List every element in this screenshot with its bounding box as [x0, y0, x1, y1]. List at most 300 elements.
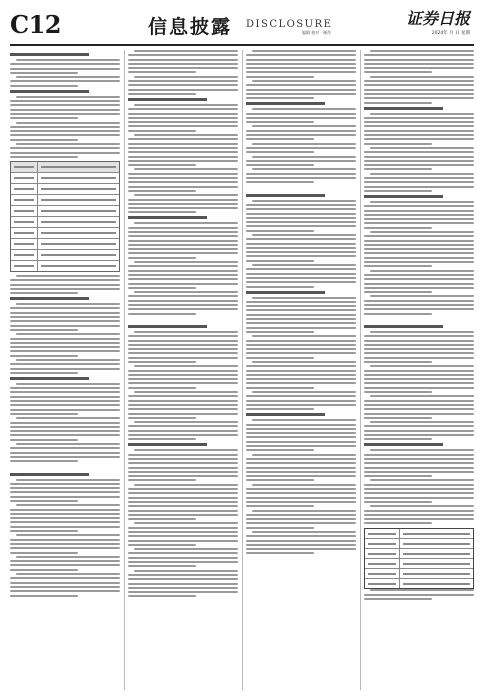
text-line	[10, 391, 120, 393]
text-line	[10, 292, 78, 294]
text-line	[128, 304, 238, 306]
text-line	[364, 121, 474, 123]
text-line	[128, 265, 238, 267]
text-line	[364, 151, 474, 153]
text-line	[128, 413, 238, 415]
text-line	[128, 561, 238, 563]
text-line	[364, 370, 474, 372]
table-row	[365, 529, 473, 539]
text-line	[128, 300, 238, 302]
text-line	[246, 147, 356, 149]
text-line	[128, 492, 238, 494]
text-line	[10, 409, 120, 411]
text-line	[246, 277, 356, 279]
text-line	[364, 177, 474, 179]
text-line	[10, 456, 120, 458]
text-line	[364, 265, 432, 267]
text-line	[10, 560, 120, 562]
text-line	[128, 117, 238, 119]
text-line	[10, 130, 120, 132]
text-line	[246, 84, 356, 86]
text-line	[252, 335, 356, 337]
text-line	[128, 510, 238, 512]
text-line	[128, 574, 238, 576]
text-line	[10, 491, 120, 493]
text-line	[246, 357, 314, 359]
text-line	[246, 305, 356, 307]
text-line	[370, 76, 474, 78]
text-line	[128, 156, 238, 158]
text-line	[364, 67, 474, 69]
text-line	[364, 261, 474, 263]
text-line	[16, 383, 120, 385]
text-line	[128, 151, 238, 153]
text-line	[128, 244, 238, 246]
text-line	[128, 565, 196, 567]
text-line	[364, 130, 474, 132]
text-line	[128, 352, 238, 354]
text-line	[16, 76, 120, 78]
text-line	[128, 207, 238, 209]
section-heading	[10, 53, 89, 56]
text-column-2	[128, 50, 238, 690]
text-line	[128, 54, 238, 56]
text-line	[128, 270, 238, 272]
text-line	[370, 147, 474, 149]
text-line	[16, 59, 120, 61]
text-line	[370, 201, 474, 203]
text-line	[370, 113, 474, 115]
text-line	[10, 307, 120, 309]
text-line	[128, 425, 238, 427]
text-line	[370, 365, 474, 367]
table-row	[365, 549, 473, 559]
text-line	[10, 63, 120, 65]
text-line	[128, 505, 238, 507]
text-line	[10, 552, 78, 554]
text-line	[246, 134, 356, 136]
text-line	[364, 214, 474, 216]
text-line	[364, 471, 474, 473]
text-line	[10, 577, 120, 579]
text-line	[252, 168, 356, 170]
text-line	[246, 340, 356, 342]
text-line	[364, 125, 474, 127]
text-line	[246, 387, 314, 389]
text-line	[370, 479, 474, 481]
text-line	[364, 222, 474, 224]
text-line	[246, 475, 356, 477]
text-line	[252, 143, 356, 145]
text-line	[128, 63, 238, 65]
text-line	[10, 109, 120, 111]
text-line	[128, 125, 238, 127]
text-line	[246, 441, 356, 443]
text-line	[364, 291, 432, 293]
text-line	[364, 304, 474, 306]
text-line	[10, 350, 120, 352]
text-line	[16, 122, 120, 124]
text-line	[252, 125, 356, 127]
text-line	[128, 357, 238, 359]
text-line	[364, 227, 432, 229]
text-line	[128, 235, 238, 237]
text-line	[364, 387, 474, 389]
text-line	[246, 63, 356, 65]
text-line	[364, 54, 474, 56]
text-line	[246, 428, 356, 430]
text-line	[128, 164, 196, 166]
text-line	[134, 50, 238, 52]
text-line	[10, 396, 120, 398]
text-line	[246, 540, 356, 542]
text-line	[128, 283, 238, 285]
text-line	[128, 211, 196, 213]
text-line	[128, 434, 238, 436]
text-line	[128, 544, 196, 546]
text-line	[246, 301, 356, 303]
section-title: 信息披露	[148, 16, 233, 38]
text-line	[364, 374, 474, 376]
text-line	[364, 518, 474, 520]
text-line	[246, 497, 356, 499]
text-line	[128, 501, 238, 503]
text-line	[10, 521, 120, 523]
text-line	[246, 370, 356, 372]
text-line	[128, 552, 238, 554]
table-row	[11, 239, 119, 250]
text-line	[246, 76, 314, 78]
text-line	[128, 190, 196, 192]
text-line	[370, 589, 474, 591]
text-line	[246, 522, 356, 524]
text-line	[364, 522, 432, 524]
section-heading	[128, 325, 207, 328]
text-line	[364, 417, 432, 419]
text-line	[134, 222, 238, 224]
text-line	[246, 255, 356, 257]
text-line	[10, 595, 78, 597]
text-line	[246, 164, 314, 166]
text-line	[10, 355, 78, 357]
text-line	[128, 84, 238, 86]
text-line	[128, 395, 238, 397]
text-line	[10, 368, 120, 370]
text-line	[246, 514, 356, 516]
text-line	[364, 138, 474, 140]
text-line	[128, 227, 238, 229]
text-line	[10, 517, 120, 519]
text-line	[10, 316, 120, 318]
newspaper-logo: 证券日报	[405, 9, 470, 28]
text-line	[364, 168, 432, 170]
section-heading	[364, 195, 443, 198]
text-line	[128, 287, 196, 289]
text-line	[128, 382, 238, 384]
text-line	[128, 467, 238, 469]
text-line	[364, 235, 474, 237]
text-line	[246, 251, 356, 253]
text-line	[128, 344, 238, 346]
text-line	[246, 97, 314, 99]
section-heading	[128, 98, 207, 101]
text-line	[246, 331, 314, 333]
text-line	[10, 72, 78, 74]
text-line	[128, 462, 238, 464]
text-line	[246, 71, 356, 73]
company-info-box	[364, 528, 474, 589]
header-rule	[10, 44, 474, 46]
text-line	[246, 449, 314, 451]
text-line	[364, 186, 474, 188]
section-heading	[364, 443, 443, 446]
section-heading	[128, 443, 207, 446]
text-line	[364, 434, 474, 436]
section-heading	[128, 216, 207, 219]
text-line	[10, 496, 120, 498]
text-line	[364, 59, 474, 61]
section-heading	[246, 413, 325, 416]
text-line	[246, 247, 356, 249]
text-line	[370, 50, 474, 52]
text-line	[10, 139, 78, 141]
text-line	[10, 400, 120, 402]
text-line	[128, 497, 238, 499]
text-line	[246, 230, 314, 232]
text-line	[10, 325, 120, 327]
table-row	[11, 217, 119, 228]
table-row	[11, 162, 119, 173]
text-line	[128, 595, 196, 597]
text-line	[134, 365, 238, 367]
text-line	[364, 283, 474, 285]
text-line	[246, 462, 356, 464]
text-line	[364, 340, 474, 342]
text-line	[16, 534, 120, 536]
text-line	[16, 143, 120, 145]
text-column-4	[364, 50, 474, 690]
text-line	[128, 308, 238, 310]
text-line	[16, 573, 120, 575]
text-line	[246, 400, 356, 402]
table-row	[11, 250, 119, 261]
text-line	[10, 387, 120, 389]
text-line	[10, 113, 120, 115]
text-line	[134, 484, 238, 486]
issue-date: 2024年 月 日 星期	[431, 31, 470, 36]
text-line	[128, 479, 196, 481]
text-line	[252, 156, 356, 158]
text-line	[128, 374, 238, 376]
text-line	[16, 359, 120, 361]
text-line	[364, 462, 474, 464]
text-line	[10, 288, 120, 290]
table-row	[11, 195, 119, 206]
text-line	[246, 395, 356, 397]
text-line	[364, 348, 474, 350]
text-line	[10, 104, 120, 106]
text-line	[128, 177, 238, 179]
text-line	[128, 438, 196, 440]
text-line	[10, 342, 120, 344]
text-line	[364, 181, 474, 183]
announcement-body	[10, 50, 474, 690]
text-line	[364, 80, 474, 82]
text-line	[364, 164, 474, 166]
text-line	[128, 257, 196, 259]
text-line	[246, 243, 356, 245]
text-line	[128, 130, 196, 132]
section-heading	[10, 377, 89, 380]
text-line	[364, 205, 474, 207]
text-line	[246, 208, 356, 210]
text-line	[10, 100, 120, 102]
text-line	[364, 598, 432, 600]
text-line	[10, 422, 120, 424]
text-line	[134, 522, 238, 524]
text-line	[364, 458, 474, 460]
text-line	[128, 80, 238, 82]
text-line	[128, 535, 238, 537]
text-line	[364, 89, 474, 91]
text-line	[10, 543, 120, 545]
text-line	[10, 329, 78, 331]
text-line	[252, 108, 356, 110]
section-heading	[364, 325, 443, 328]
text-line	[364, 404, 474, 406]
text-line	[364, 117, 474, 119]
text-line	[246, 535, 356, 537]
text-line	[10, 547, 120, 549]
text-line	[364, 391, 432, 393]
text-line	[246, 318, 356, 320]
text-line	[10, 312, 120, 314]
text-line	[364, 300, 474, 302]
text-line	[128, 240, 238, 242]
page-header	[0, 0, 484, 48]
text-line	[128, 587, 238, 589]
table-row	[365, 559, 473, 569]
text-line	[364, 344, 474, 346]
text-line	[364, 252, 474, 254]
text-line	[10, 487, 120, 489]
column-divider	[242, 50, 243, 690]
text-line	[134, 421, 238, 423]
text-line	[10, 513, 120, 515]
text-line	[10, 452, 120, 454]
text-line	[364, 510, 474, 512]
text-line	[246, 365, 356, 367]
text-line	[364, 430, 474, 432]
text-line	[10, 152, 120, 154]
text-line	[128, 591, 238, 593]
page-number: C12	[10, 10, 61, 39]
text-line	[246, 113, 356, 115]
text-line	[10, 338, 120, 340]
text-line	[10, 590, 120, 592]
text-line	[252, 200, 356, 202]
text-line	[364, 156, 474, 158]
text-line	[10, 85, 78, 87]
section-heading	[246, 194, 325, 197]
text-line	[10, 404, 120, 406]
section-heading	[10, 90, 89, 93]
text-line	[128, 313, 196, 315]
text-line	[364, 413, 474, 415]
text-line	[364, 475, 432, 477]
text-line	[246, 436, 356, 438]
text-line	[10, 284, 120, 286]
text-line	[10, 430, 120, 432]
text-line	[252, 419, 356, 421]
text-line	[364, 361, 432, 363]
text-line	[134, 76, 238, 78]
text-line	[246, 374, 356, 376]
text-line	[246, 238, 356, 240]
text-line	[364, 160, 474, 162]
text-line	[128, 203, 238, 205]
text-line	[128, 387, 196, 389]
text-line	[246, 488, 356, 490]
text-line	[246, 548, 356, 550]
text-line	[128, 514, 238, 516]
text-line	[134, 194, 238, 196]
text-line	[364, 240, 474, 242]
text-line	[246, 281, 356, 283]
text-line	[128, 488, 238, 490]
text-line	[128, 89, 238, 91]
text-line	[246, 286, 314, 288]
text-line	[10, 483, 120, 485]
text-line	[246, 151, 314, 153]
text-line	[246, 67, 356, 69]
text-line	[364, 454, 474, 456]
text-line	[252, 510, 356, 512]
text-line	[364, 134, 474, 136]
text-line	[364, 257, 474, 259]
text-line	[128, 531, 238, 533]
text-line	[128, 518, 196, 520]
text-line	[134, 168, 238, 170]
text-line	[370, 173, 474, 175]
text-column-3	[246, 50, 356, 690]
text-line	[252, 531, 356, 533]
text-line	[10, 564, 120, 566]
text-line	[10, 447, 120, 449]
text-line	[128, 147, 238, 149]
text-line	[370, 295, 474, 297]
text-line	[128, 121, 238, 123]
section-heading	[246, 291, 325, 294]
text-line	[252, 264, 356, 266]
text-line	[10, 569, 78, 571]
text-line	[364, 102, 432, 104]
text-line	[10, 320, 120, 322]
table-row	[11, 184, 119, 195]
table-row	[365, 539, 473, 549]
text-line	[364, 97, 474, 99]
text-line	[364, 244, 474, 246]
text-line	[128, 113, 238, 115]
text-line	[10, 147, 120, 149]
text-line	[128, 67, 238, 69]
disclosure-table	[10, 161, 120, 272]
text-line	[246, 327, 356, 329]
text-line	[246, 348, 356, 350]
text-line	[10, 134, 120, 136]
text-line	[246, 260, 314, 262]
text-line	[128, 335, 238, 337]
